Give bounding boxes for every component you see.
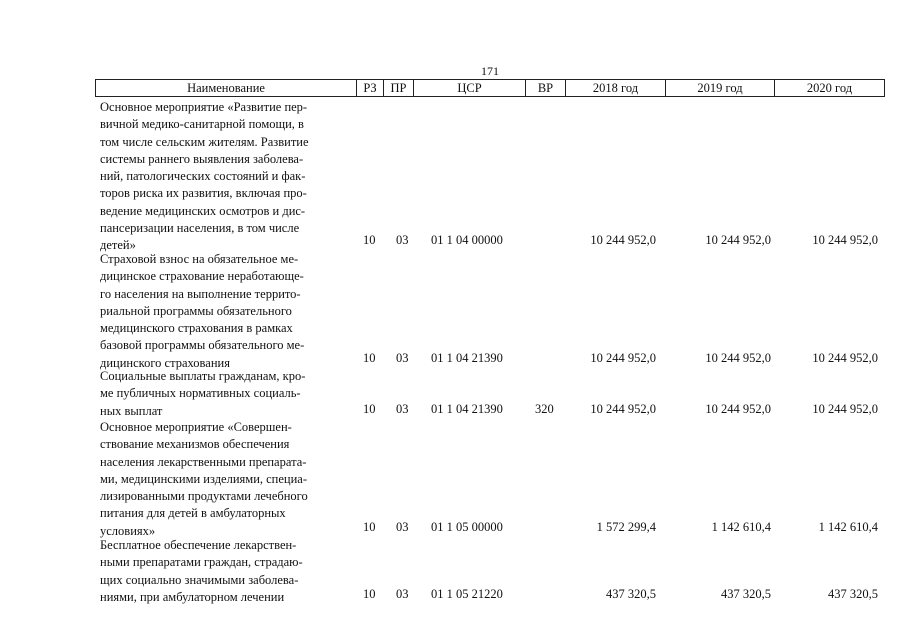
cell-2018: 10 244 952,0 [590, 402, 656, 416]
cell-2020: 1 142 610,4 [818, 520, 878, 534]
row-description: Бесплатное обеспечение лекарствен- ными препаратами граждан, страдаю- щих социально значимыми заболева- ниями, при амбулаторном лечении [100, 538, 303, 604]
cell-csr: 01 1 04 00000 [431, 233, 503, 247]
cell-2019: 10 244 952,0 [705, 402, 771, 416]
row-description: Основное мероприятие «Совершен- ствование механизмов обеспечения населения лекарственными препарата- ми, медицинскими изделиями, специа- лизированными продуктами лечебного питания для детей в амбулаторных условиях» [100, 420, 308, 538]
cell-2020: 437 320,5 [828, 587, 878, 601]
header-2018: 2018 год [565, 80, 665, 96]
row-description: Социальные выплаты гражданам, кро- ме публичных нормативных социаль- ных выплат [100, 369, 306, 418]
table-header [95, 79, 885, 97]
cell-2018: 10 244 952,0 [590, 351, 656, 365]
cell-pr: 03 [396, 402, 409, 416]
cell-pr: 03 [396, 520, 409, 534]
cell-csr: 01 1 05 00000 [431, 520, 503, 534]
cell-2019: 10 244 952,0 [705, 233, 771, 247]
cell-2019: 1 142 610,4 [711, 520, 771, 534]
cell-pr: 03 [396, 233, 409, 247]
cell-rz: 10 [363, 402, 376, 416]
header-csr: ЦСР [413, 80, 525, 96]
cell-2020: 10 244 952,0 [812, 233, 878, 247]
cell-csr: 01 1 04 21390 [431, 351, 503, 365]
cell-csr: 01 1 04 21390 [431, 402, 503, 416]
header-rz: РЗ [356, 80, 383, 96]
cell-pr: 03 [396, 587, 409, 601]
cell-2018: 437 320,5 [606, 587, 656, 601]
cell-2020: 10 244 952,0 [812, 351, 878, 365]
page-number: 171 [481, 64, 499, 78]
cell-2018: 1 572 299,4 [596, 520, 656, 534]
cell-pr: 03 [396, 351, 409, 365]
cell-2019: 437 320,5 [721, 587, 771, 601]
cell-2020: 10 244 952,0 [812, 402, 878, 416]
cell-rz: 10 [363, 233, 376, 247]
cell-rz: 10 [363, 587, 376, 601]
header-2019: 2019 год [665, 80, 774, 96]
row-description: Страховой взнос на обязательное ме- дицинское страхование неработающе- го населения на выполнение террито- риальной программы обязательного медицинского страхования в рамках базовой программы обязательного ме- дицинского страхования [100, 252, 305, 370]
cell-csr: 01 1 05 21220 [431, 587, 503, 601]
header-pr: ПР [383, 80, 413, 96]
cell-vr: 320 [535, 402, 554, 416]
cell-2019: 10 244 952,0 [705, 351, 771, 365]
header-2020: 2020 год [774, 80, 884, 96]
cell-rz: 10 [363, 520, 376, 534]
cell-rz: 10 [363, 351, 376, 365]
header-vr: ВР [525, 80, 565, 96]
header-name: Наименование [187, 81, 265, 95]
cell-2018: 10 244 952,0 [590, 233, 656, 247]
row-description: Основное мероприятие «Развитие пер- вичной медико-санитарной помощи, в том числе сельским жителям. Развитие системы раннего выявления заболева- ний, патологических состояний и фак- торов риска их развития, включая про- ведение медицинских осмотров и дис- пансеризации населения, в том числе детей» [100, 100, 309, 253]
